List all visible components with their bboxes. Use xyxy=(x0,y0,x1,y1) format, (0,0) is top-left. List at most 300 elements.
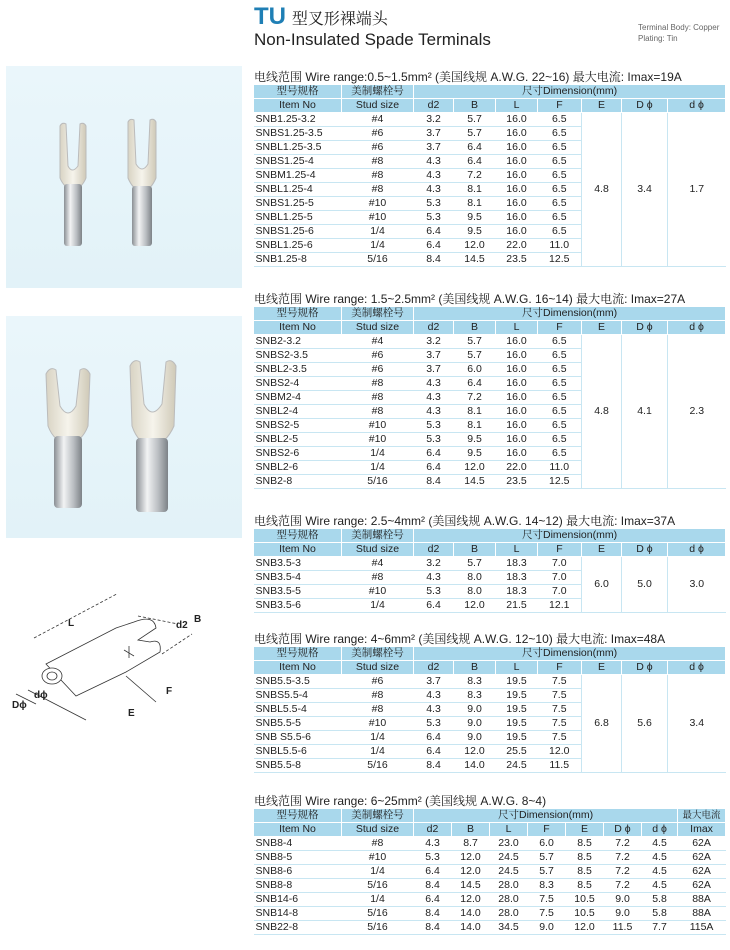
dimension-cell: 4.5 xyxy=(642,879,678,893)
dimension-cell: 4.3 xyxy=(414,689,454,703)
dimension-cell: 19.5 xyxy=(496,703,538,717)
dimension-cell: 9.0 xyxy=(528,921,566,935)
dimension-cell: 4.3 xyxy=(414,837,452,851)
product-photo-small xyxy=(6,66,242,288)
dimension-cell: 6.5 xyxy=(538,363,582,377)
item-no-cell: SNB8-5 xyxy=(254,851,342,865)
dimension-cell: 6.5 xyxy=(538,155,582,169)
dim-label-f: F xyxy=(166,686,173,697)
item-no-cell: SNB14-6 xyxy=(254,893,342,907)
col-stud-cn: 美制螺栓号 xyxy=(342,529,414,543)
spec-table-3 xyxy=(253,528,726,613)
item-no-cell: SNB1.25-3.2 xyxy=(254,113,342,127)
dimension-cell: 12.0 xyxy=(454,599,496,613)
dimension-cell: 8.0 xyxy=(454,585,496,599)
dimension-cell: 7.5 xyxy=(528,893,566,907)
col-dimension: 尺寸Dimension(mm) xyxy=(414,809,678,823)
dimension-cell: 5.7 xyxy=(454,335,496,349)
col-stud-cn: 美制螺栓号 xyxy=(342,647,414,661)
col-d2: d2 xyxy=(414,99,454,113)
dimension-cell: 8.4 xyxy=(414,921,452,935)
item-no-cell: SNB5.5-8 xyxy=(254,759,342,773)
stud-size-cell: #10 xyxy=(342,851,414,865)
dimension-cell: 11.5 xyxy=(538,759,582,773)
col-dphi: d ϕ xyxy=(668,99,726,113)
dimension-cell: 7.0 xyxy=(538,557,582,571)
dimension-cell: 6.5 xyxy=(538,127,582,141)
col-stud-en: Stud size xyxy=(342,99,414,113)
dimension-cell: 6.4 xyxy=(414,461,454,475)
dimension-cell: 23.0 xyxy=(490,837,528,851)
col-stud-en: Stud size xyxy=(342,543,414,557)
stud-size-cell: 1/4 xyxy=(342,745,414,759)
item-no-cell: SNB3.5-6 xyxy=(254,599,342,613)
dimension-cell: 9.5 xyxy=(454,433,496,447)
dimension-cell: 8.1 xyxy=(454,405,496,419)
dimension-cell: 6.5 xyxy=(538,113,582,127)
material-spec xyxy=(638,22,719,44)
item-no-cell: SNB8-4 xyxy=(254,837,342,851)
stud-size-cell: #6 xyxy=(342,127,414,141)
dimension-cell: 16.0 xyxy=(496,363,538,377)
dimension-cell: 14.5 xyxy=(454,253,496,267)
item-no-cell: SNBS2-5 xyxy=(254,419,342,433)
col-l: L xyxy=(490,823,528,837)
table-row xyxy=(254,907,726,921)
dimension-cell: 23.5 xyxy=(496,253,538,267)
dimension-cell: 4.5 xyxy=(642,865,678,879)
dimension-cell: 18.3 xyxy=(496,557,538,571)
dimension-cell: 18.3 xyxy=(496,585,538,599)
dimension-cell: 7.7 xyxy=(642,921,678,935)
col-dphi: d ϕ xyxy=(642,823,678,837)
merged-E-cell: 6.8 xyxy=(582,675,622,773)
dimension-cell: 24.5 xyxy=(490,865,528,879)
item-no-cell: SNB8-6 xyxy=(254,865,342,879)
merged-E-cell: 4.8 xyxy=(582,113,622,267)
dimension-cell: 6.0 xyxy=(528,837,566,851)
dimension-cell: 9.0 xyxy=(604,907,642,921)
col-e: E xyxy=(566,823,604,837)
dimension-cell: 7.2 xyxy=(604,851,642,865)
dimension-cell: 3.7 xyxy=(414,363,454,377)
item-no-cell: SNB S5.5-6 xyxy=(254,731,342,745)
dimension-cell: 3.2 xyxy=(414,335,454,349)
stud-size-cell: #8 xyxy=(342,689,414,703)
item-no-cell: SNBS1.25-6 xyxy=(254,225,342,239)
col-stud-cn: 美制螺栓号 xyxy=(342,307,414,321)
dimension-cell: 6.5 xyxy=(538,405,582,419)
item-no-cell: SNBS2-6 xyxy=(254,447,342,461)
stud-size-cell: #8 xyxy=(342,391,414,405)
dimension-cell: 4.5 xyxy=(642,837,678,851)
dimension-cell: 21.5 xyxy=(496,599,538,613)
stud-size-cell: #6 xyxy=(342,141,414,155)
item-no-cell: SNBL1.25-6 xyxy=(254,239,342,253)
dimension-cell: 19.5 xyxy=(496,717,538,731)
dimension-cell: 5.7 xyxy=(454,557,496,571)
col-dphi: d ϕ xyxy=(668,321,726,335)
col-dimension: 尺寸Dimension(mm) xyxy=(414,529,726,543)
item-no-cell: SNBL2-4 xyxy=(254,405,342,419)
dimension-cell: 5.3 xyxy=(414,585,454,599)
item-no-cell: SNBM1.25-4 xyxy=(254,169,342,183)
stud-size-cell: 5/16 xyxy=(342,475,414,489)
dimension-cell: 6.4 xyxy=(414,599,454,613)
dimension-cell: 7.2 xyxy=(604,837,642,851)
dimension-cell: 9.0 xyxy=(454,703,496,717)
stud-size-cell: 5/16 xyxy=(342,253,414,267)
col-f: F xyxy=(538,543,582,557)
col-stud-en: Stud size xyxy=(342,661,414,675)
terminal-large-1 xyxy=(46,369,90,508)
dimension-cell: 8.5 xyxy=(566,851,604,865)
col-model-en: Item No xyxy=(254,823,342,837)
dimension-cell: 6.4 xyxy=(454,141,496,155)
dimension-cell: 5.7 xyxy=(454,113,496,127)
dimension-cell: 7.2 xyxy=(454,391,496,405)
col-model-cn: 型号规格 xyxy=(254,647,342,661)
dimension-cell: 4.3 xyxy=(414,391,454,405)
dimension-cell: 8.4 xyxy=(414,253,454,267)
dimension-cell: 16.0 xyxy=(496,447,538,461)
col-model-cn: 型号规格 xyxy=(254,529,342,543)
product-photo-large xyxy=(6,316,242,538)
dimension-cell: 10.5 xyxy=(566,907,604,921)
stud-size-cell: 1/4 xyxy=(342,239,414,253)
item-no-cell: SNB2-8 xyxy=(254,475,342,489)
dimension-cell: 22.0 xyxy=(496,239,538,253)
dimension-cell: 6.4 xyxy=(414,893,452,907)
item-no-cell: SNBL2-3.5 xyxy=(254,363,342,377)
dimension-cell: 7.2 xyxy=(454,169,496,183)
dimension-cell: 8.7 xyxy=(452,837,490,851)
stud-size-cell: #8 xyxy=(342,837,414,851)
dimension-cell: 24.5 xyxy=(490,851,528,865)
dimension-cell: 12.0 xyxy=(454,239,496,253)
dimension-cell: 7.0 xyxy=(538,585,582,599)
dimension-cell: 18.3 xyxy=(496,571,538,585)
dimension-cell: 8.4 xyxy=(414,879,452,893)
dimension-cell: 6.4 xyxy=(414,225,454,239)
dim-label-l: L xyxy=(68,618,75,629)
imax-cell: 115A xyxy=(678,921,726,935)
stud-size-cell: #8 xyxy=(342,183,414,197)
col-b: B xyxy=(454,99,496,113)
dimension-cell: 6.5 xyxy=(538,183,582,197)
dimension-cell: 5.7 xyxy=(454,127,496,141)
spec-table-1 xyxy=(253,84,726,267)
dimension-cell: 6.4 xyxy=(454,377,496,391)
dimension-diagram xyxy=(6,594,242,754)
col-model-en: Item No xyxy=(254,661,342,675)
dimension-cell: 8.5 xyxy=(566,837,604,851)
dimension-cell: 16.0 xyxy=(496,349,538,363)
title-cn: 型叉形裸端头 xyxy=(291,11,388,28)
dimension-cell: 28.0 xyxy=(490,893,528,907)
series-code: TU xyxy=(254,3,286,30)
dimension-cell: 16.0 xyxy=(496,127,538,141)
dimension-cell: 8.1 xyxy=(454,419,496,433)
col-Dphi: D ϕ xyxy=(622,321,668,335)
imax-cell: 88A xyxy=(678,893,726,907)
item-no-cell: SNB1.25-8 xyxy=(254,253,342,267)
dimension-cell: 14.0 xyxy=(454,759,496,773)
merged-dphi-cell: 2.3 xyxy=(668,335,726,489)
col-f: F xyxy=(538,321,582,335)
stud-size-cell: #8 xyxy=(342,703,414,717)
col-f: F xyxy=(538,661,582,675)
dimension-cell: 6.5 xyxy=(538,197,582,211)
col-f: F xyxy=(538,99,582,113)
col-e: E xyxy=(582,321,622,335)
dimension-cell: 5.3 xyxy=(414,197,454,211)
dimension-cell: 6.4 xyxy=(414,731,454,745)
stud-size-cell: #10 xyxy=(342,433,414,447)
dimension-cell: 16.0 xyxy=(496,419,538,433)
item-no-cell: SNB2-3.2 xyxy=(254,335,342,349)
stud-size-cell: #4 xyxy=(342,557,414,571)
dimension-cell: 16.0 xyxy=(496,377,538,391)
stud-size-cell: 1/4 xyxy=(342,893,414,907)
dimension-cell: 7.5 xyxy=(538,703,582,717)
dimension-cell: 7.0 xyxy=(538,571,582,585)
spec-body: Terminal Body: Copper xyxy=(638,23,720,32)
section-5-title: 电线范围 Wire range: 6~25mm² (美国线规 A.W.G. 8~4) xyxy=(254,794,547,808)
stud-size-cell: 5/16 xyxy=(342,879,414,893)
col-Dphi: D ϕ xyxy=(622,99,668,113)
stud-size-cell: #10 xyxy=(342,211,414,225)
dimension-cell: 5.7 xyxy=(528,851,566,865)
merged-dphi-cell: 3.4 xyxy=(668,675,726,773)
col-stud-cn: 美制螺栓号 xyxy=(342,85,414,99)
col-l: L xyxy=(496,543,538,557)
dimension-cell: 16.0 xyxy=(496,225,538,239)
dimension-cell: 6.4 xyxy=(414,865,452,879)
dimension-cell: 6.0 xyxy=(454,363,496,377)
spec-table-2 xyxy=(253,306,726,489)
dim-label-b: B xyxy=(194,614,202,625)
dimension-cell: 3.7 xyxy=(414,127,454,141)
dimension-cell: 7.2 xyxy=(604,879,642,893)
col-stud-en: Stud size xyxy=(342,321,414,335)
stud-size-cell: #8 xyxy=(342,169,414,183)
dimension-cell: 14.5 xyxy=(452,879,490,893)
dimension-cell: 16.0 xyxy=(496,141,538,155)
spec-plating: Plating: Tin xyxy=(638,34,678,43)
dimension-cell: 6.5 xyxy=(538,225,582,239)
imax-cell: 62A xyxy=(678,837,726,851)
dimension-cell: 9.0 xyxy=(604,893,642,907)
dimension-cell: 5.7 xyxy=(528,865,566,879)
dimension-cell: 6.5 xyxy=(538,433,582,447)
dimension-cell: 8.4 xyxy=(414,475,454,489)
table-row xyxy=(254,893,726,907)
dimension-cell: 3.2 xyxy=(414,113,454,127)
table-row xyxy=(254,557,726,571)
col-d2: d2 xyxy=(414,543,454,557)
dimension-cell: 12.5 xyxy=(538,475,582,489)
dimension-cell: 6.4 xyxy=(414,745,454,759)
dimension-cell: 16.0 xyxy=(496,391,538,405)
col-b: B xyxy=(452,823,490,837)
item-no-cell: SNBS2-3.5 xyxy=(254,349,342,363)
dimension-cell: 16.0 xyxy=(496,197,538,211)
item-no-cell: SNBL1.25-4 xyxy=(254,183,342,197)
dimension-cell: 12.0 xyxy=(454,745,496,759)
stud-size-cell: #6 xyxy=(342,363,414,377)
item-no-cell: SNB3.5-3 xyxy=(254,557,342,571)
dimension-cell: 16.0 xyxy=(496,211,538,225)
dimension-cell: 4.3 xyxy=(414,703,454,717)
col-b: B xyxy=(454,321,496,335)
col-model-en: Item No xyxy=(254,99,342,113)
dimension-cell: 9.0 xyxy=(454,731,496,745)
item-no-cell: SNBL1.25-3.5 xyxy=(254,141,342,155)
item-no-cell: SNB3.5-5 xyxy=(254,585,342,599)
dimension-cell: 4.5 xyxy=(642,851,678,865)
item-no-cell: SNBS1.25-4 xyxy=(254,155,342,169)
col-b: B xyxy=(454,661,496,675)
dimension-cell: 8.5 xyxy=(566,879,604,893)
col-model-en: Item No xyxy=(254,321,342,335)
merged-Dphi-cell: 5.0 xyxy=(622,557,668,613)
stud-size-cell: #8 xyxy=(342,155,414,169)
stud-size-cell: #10 xyxy=(342,717,414,731)
dim-label-d2: d2 xyxy=(176,620,188,631)
item-no-cell: SNBL5.5-6 xyxy=(254,745,342,759)
dimension-cell: 16.0 xyxy=(496,113,538,127)
col-b: B xyxy=(454,543,496,557)
dimension-cell: 14.0 xyxy=(452,907,490,921)
stud-size-cell: #10 xyxy=(342,585,414,599)
col-d2: d2 xyxy=(414,823,452,837)
dimension-cell: 8.4 xyxy=(414,907,452,921)
dimension-cell: 14.5 xyxy=(454,475,496,489)
dimension-cell: 6.5 xyxy=(538,419,582,433)
col-dphi: d ϕ xyxy=(668,543,726,557)
dimension-cell: 28.0 xyxy=(490,879,528,893)
dimension-cell: 5.3 xyxy=(414,851,452,865)
dimension-cell: 25.5 xyxy=(496,745,538,759)
merged-Dphi-cell: 4.1 xyxy=(622,335,668,489)
dimension-cell: 3.2 xyxy=(414,557,454,571)
table-row xyxy=(254,837,726,851)
item-no-cell: SNB5.5-3.5 xyxy=(254,675,342,689)
item-no-cell: SNBL1.25-5 xyxy=(254,211,342,225)
dimension-cell: 11.5 xyxy=(604,921,642,935)
dimension-cell: 6.5 xyxy=(538,447,582,461)
dimension-cell: 5.8 xyxy=(642,907,678,921)
dimension-cell: 6.5 xyxy=(538,169,582,183)
col-model-cn: 型号规格 xyxy=(254,85,342,99)
dimension-cell: 12.0 xyxy=(452,851,490,865)
section-2-title: 电线范围 Wire range: 1.5~2.5mm² (美国线规 A.W.G. 16~14) 最大电流: Imax=27A xyxy=(254,292,686,306)
item-no-cell: SNB5.5-5 xyxy=(254,717,342,731)
dimension-cell: 24.5 xyxy=(496,759,538,773)
item-no-cell: SNBM2-4 xyxy=(254,391,342,405)
table-row xyxy=(254,675,726,689)
table-row xyxy=(254,335,726,349)
col-model-cn: 型号规格 xyxy=(254,809,342,823)
col-l: L xyxy=(496,321,538,335)
dimension-cell: 16.0 xyxy=(496,335,538,349)
dimension-cell: 7.5 xyxy=(538,689,582,703)
item-no-cell: SNBS5.5-4 xyxy=(254,689,342,703)
dimension-cell: 3.7 xyxy=(414,675,454,689)
stud-size-cell: 1/4 xyxy=(342,461,414,475)
col-l: L xyxy=(496,661,538,675)
dimension-cell: 6.5 xyxy=(538,211,582,225)
dimension-cell: 6.5 xyxy=(538,335,582,349)
col-dimension: 尺寸Dimension(mm) xyxy=(414,307,726,321)
dimension-cell: 12.0 xyxy=(454,461,496,475)
dimension-cell: 19.5 xyxy=(496,675,538,689)
terminal-small-1 xyxy=(60,123,86,246)
dimension-cell: 7.2 xyxy=(604,865,642,879)
section-1-title: 电线范围 Wire range:0.5~1.5mm² (美国线规 A.W.G. 22~16) 最大电流: Imax=19A xyxy=(254,70,682,84)
col-imax-cn: 最大电流 xyxy=(678,809,726,823)
col-imax-en: Imax xyxy=(678,823,726,837)
dim-label-e: E xyxy=(128,708,135,719)
terminal-large-2 xyxy=(130,361,176,512)
dimension-cell: 5.8 xyxy=(642,893,678,907)
item-no-cell: SNB3.5-4 xyxy=(254,571,342,585)
item-no-cell: SNBS1.25-5 xyxy=(254,197,342,211)
item-no-cell: SNB8-8 xyxy=(254,879,342,893)
col-Dphi: D ϕ xyxy=(604,823,642,837)
dimension-cell: 5.3 xyxy=(414,433,454,447)
dimension-cell: 28.0 xyxy=(490,907,528,921)
col-d2: d2 xyxy=(414,321,454,335)
item-no-cell: SNB14-8 xyxy=(254,907,342,921)
dimension-cell: 3.7 xyxy=(414,349,454,363)
stud-size-cell: 1/4 xyxy=(342,731,414,745)
stud-size-cell: #8 xyxy=(342,377,414,391)
col-f: F xyxy=(528,823,566,837)
dimension-cell: 8.1 xyxy=(454,183,496,197)
dimension-cell: 8.3 xyxy=(454,689,496,703)
col-Dphi: D ϕ xyxy=(622,543,668,557)
col-e: E xyxy=(582,661,622,675)
table-row xyxy=(254,113,726,127)
imax-cell: 62A xyxy=(678,879,726,893)
dimension-cell: 12.0 xyxy=(452,865,490,879)
dimension-cell: 4.3 xyxy=(414,183,454,197)
dimension-cell: 7.5 xyxy=(528,907,566,921)
merged-Dphi-cell: 5.6 xyxy=(622,675,668,773)
stud-size-cell: 1/4 xyxy=(342,865,414,879)
imax-cell: 62A xyxy=(678,865,726,879)
dimension-cell: 23.5 xyxy=(496,475,538,489)
dimension-cell: 11.0 xyxy=(538,461,582,475)
item-no-cell: SNBS1.25-3.5 xyxy=(254,127,342,141)
dimension-cell: 12.0 xyxy=(566,921,604,935)
table-row xyxy=(254,879,726,893)
stud-size-cell: #6 xyxy=(342,675,414,689)
item-no-cell: SNBS2-4 xyxy=(254,377,342,391)
dimension-cell: 12.5 xyxy=(538,253,582,267)
spec-table-4 xyxy=(253,646,726,773)
dimension-cell: 10.5 xyxy=(566,893,604,907)
dimension-cell: 8.5 xyxy=(566,865,604,879)
merged-E-cell: 6.0 xyxy=(582,557,622,613)
section-3-title: 电线范围 Wire range: 2.5~4mm² (美国线规 A.W.G. 14~12) 最大电流: Imax=37A xyxy=(254,514,676,528)
terminal-small-2 xyxy=(128,119,156,246)
spec-table-5 xyxy=(253,808,726,935)
dimension-cell: 12.0 xyxy=(452,893,490,907)
dimension-cell: 5.7 xyxy=(454,349,496,363)
